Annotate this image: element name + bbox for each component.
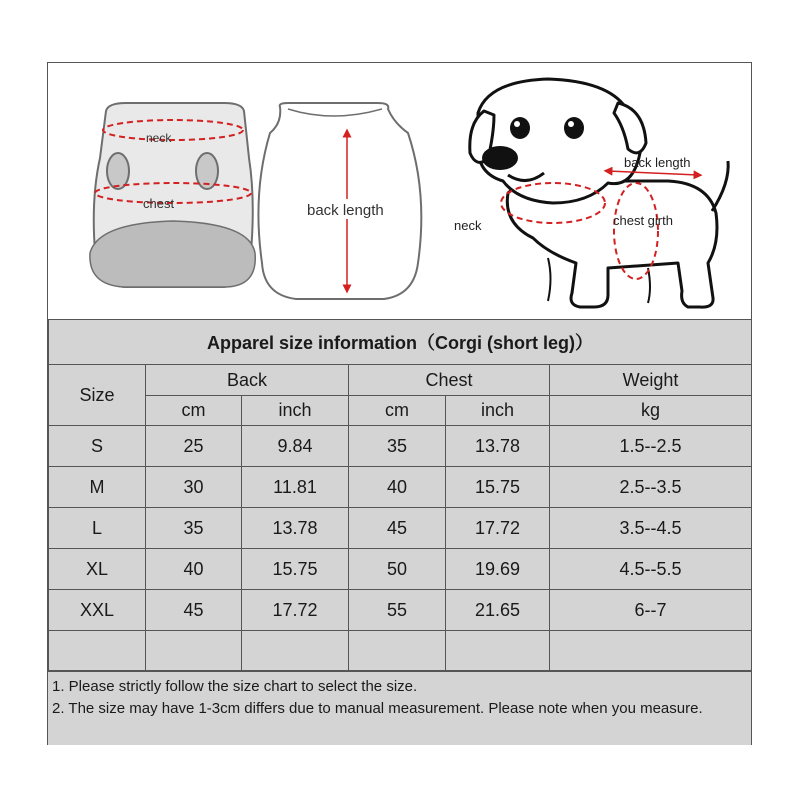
table-row — [49, 590, 752, 631]
table-title: Apparel size information（Corgi (short leg)） — [49, 320, 752, 365]
table-row — [49, 508, 752, 549]
size-cell: S — [49, 426, 146, 467]
dog-back-length-label: back length — [624, 155, 691, 170]
header-chest-inch: inch — [446, 396, 550, 426]
vest-front-drawing — [90, 103, 255, 287]
chest-inch-cell: 13.78 — [446, 426, 550, 467]
vest-neck-label: neck — [146, 131, 172, 145]
empty-table-row — [49, 631, 752, 671]
empty-cell — [49, 631, 146, 671]
notes-section — [48, 671, 751, 745]
chest-cm-cell: 50 — [349, 549, 446, 590]
size-table — [48, 319, 752, 671]
chest-inch-cell: 15.75 — [446, 467, 550, 508]
chest-cm-cell: 45 — [349, 508, 446, 549]
chest-inch-cell: 17.72 — [446, 508, 550, 549]
header-back: Back — [146, 365, 349, 396]
chest-inch-cell: 19.69 — [446, 549, 550, 590]
header-chest: Chest — [349, 365, 550, 396]
back-cm-cell: 45 — [146, 590, 242, 631]
size-cell: L — [49, 508, 146, 549]
back-inch-cell: 15.75 — [242, 549, 349, 590]
back-inch-cell: 11.81 — [242, 467, 349, 508]
size-chart-frame — [47, 62, 752, 745]
table-row — [49, 467, 752, 508]
weight-cell: 1.5--2.5 — [550, 426, 752, 467]
vest-chest-label: chest — [143, 196, 175, 211]
back-cm-cell: 40 — [146, 549, 242, 590]
size-cell: XL — [49, 549, 146, 590]
weight-cell: 2.5--3.5 — [550, 467, 752, 508]
note-line: 2. The size may have 1-3cm differs due to manual measurement. Please note when you measure. — [52, 700, 703, 717]
table-row — [49, 426, 752, 467]
weight-cell: 6--7 — [550, 590, 752, 631]
header-back-cm: cm — [146, 396, 242, 426]
back-cm-cell: 25 — [146, 426, 242, 467]
empty-cell — [146, 631, 242, 671]
header-chest-cm: cm — [349, 396, 446, 426]
dog-neck-label: neck — [454, 218, 482, 233]
weight-cell: 3.5--4.5 — [550, 508, 752, 549]
note-line: 1. Please strictly follow the size chart to select the size. — [52, 678, 418, 695]
chest-cm-cell: 55 — [349, 590, 446, 631]
back-inch-cell: 13.78 — [242, 508, 349, 549]
measurement-illustration — [48, 63, 751, 318]
back-cm-cell: 35 — [146, 508, 242, 549]
size-cell: XXL — [49, 590, 146, 631]
empty-cell — [550, 631, 752, 671]
chest-cm-cell: 35 — [349, 426, 446, 467]
header-weight: Weight — [550, 365, 752, 396]
empty-cell — [242, 631, 349, 671]
empty-cell — [349, 631, 446, 671]
back-inch-cell: 9.84 — [242, 426, 349, 467]
dog-chest-girth-label: chest girth — [613, 213, 673, 228]
empty-cell — [446, 631, 550, 671]
header-weight-kg: kg — [550, 396, 752, 426]
header-size: Size — [49, 365, 146, 426]
header-back-inch: inch — [242, 396, 349, 426]
chest-inch-cell: 21.65 — [446, 590, 550, 631]
size-cell: M — [49, 467, 146, 508]
vest-back-drawing — [258, 103, 421, 299]
chest-cm-cell: 40 — [349, 467, 446, 508]
table-row — [49, 549, 752, 590]
back-inch-cell: 17.72 — [242, 590, 349, 631]
weight-cell: 4.5--5.5 — [550, 549, 752, 590]
back-cm-cell: 30 — [146, 467, 242, 508]
vest-back-length-label: back length — [307, 202, 384, 219]
